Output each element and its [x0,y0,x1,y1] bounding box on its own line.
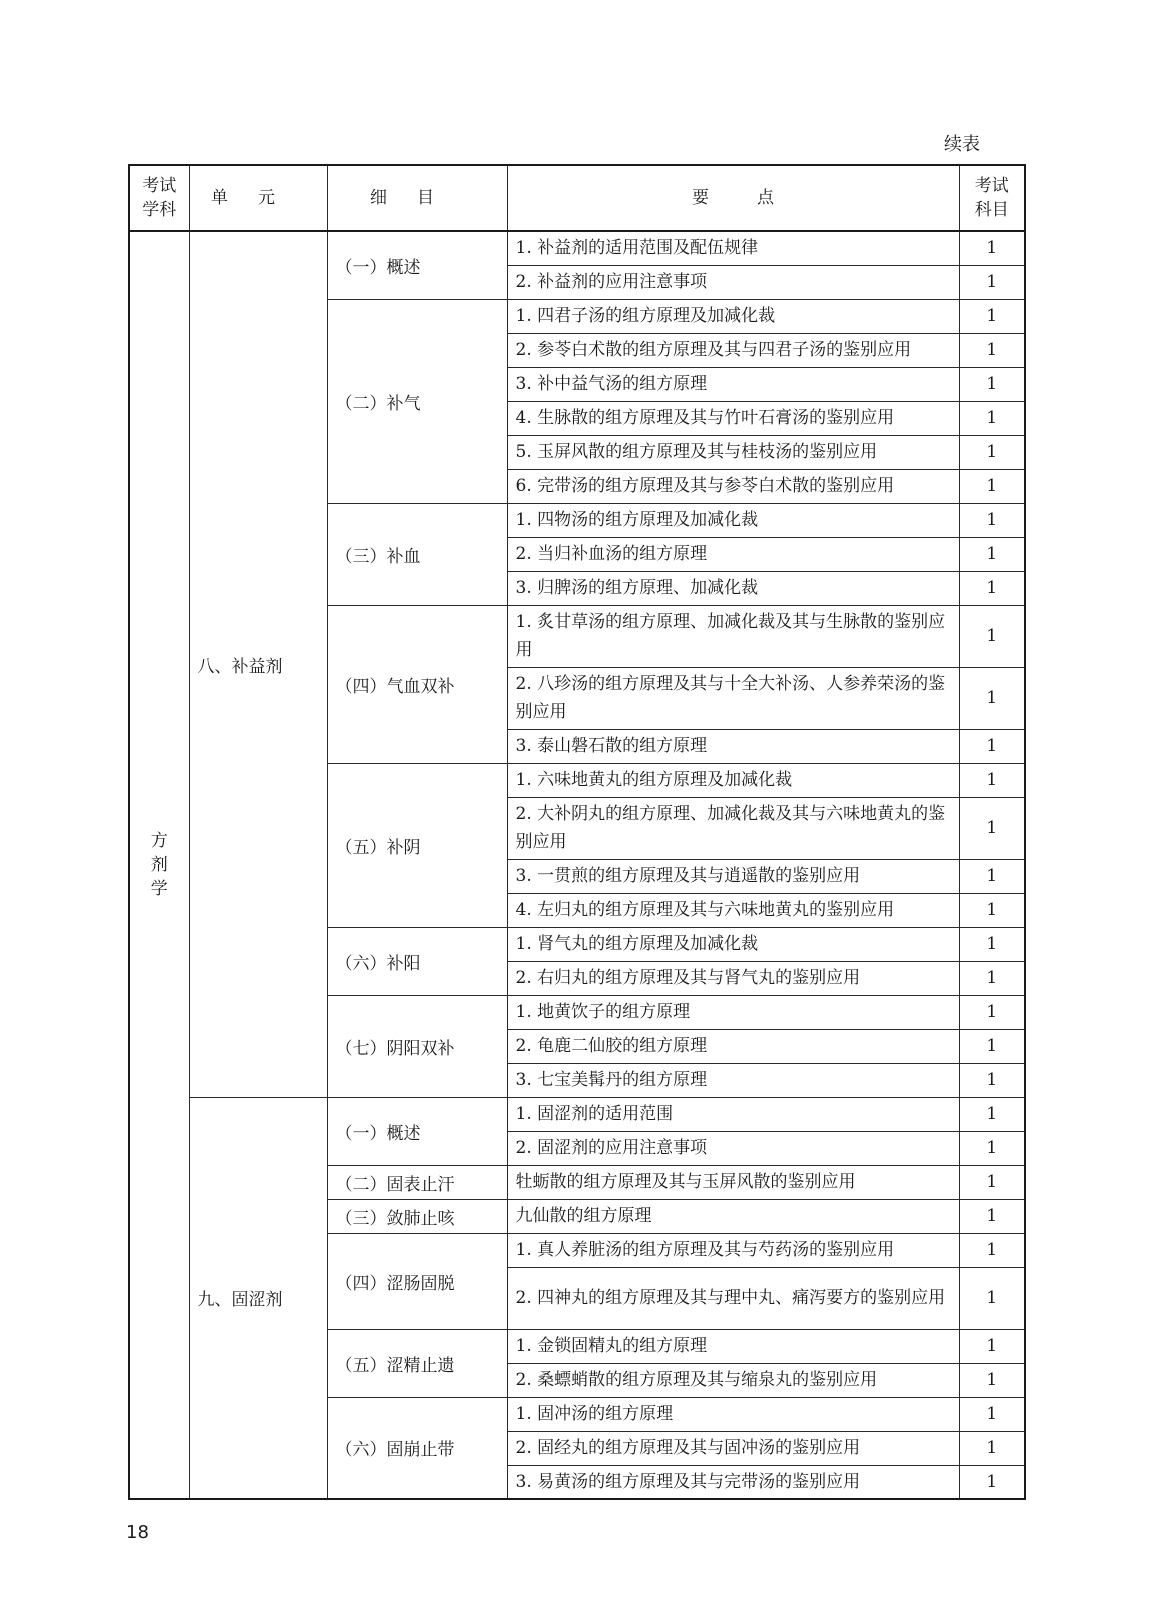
continued-label: 续表 [944,134,980,155]
point-cell: 2. 四神丸的组方原理及其与理中丸、痛泻要方的鉴别应用 [507,1267,959,1329]
exam-subject-cell: 1 [959,1165,1025,1199]
header-unit: 单元 [189,165,327,231]
exam-subject-cell: 1 [959,1329,1025,1363]
point-cell: 2. 八珍汤的组方原理及其与十全大补汤、人参养荣汤的鉴别应用 [507,667,959,729]
point-cell: 1. 地黄饮子的组方原理 [507,995,959,1029]
point-cell: 九仙散的组方原理 [507,1199,959,1233]
exam-subject-cell: 1 [959,1363,1025,1397]
point-cell: 2. 右归丸的组方原理及其与肾气丸的鉴别应用 [507,961,959,995]
point-cell: 4. 左归丸的组方原理及其与六味地黄丸的鉴别应用 [507,893,959,927]
point-cell: 3. 七宝美髯丹的组方原理 [507,1063,959,1097]
detail-cell: （一）概述 [327,1097,507,1165]
exam-subject-cell: 1 [959,537,1025,571]
point-cell: 牡蛎散的组方原理及其与玉屏风散的鉴别应用 [507,1165,959,1199]
point-cell: 1. 四物汤的组方原理及加减化裁 [507,503,959,537]
point-cell: 6. 完带汤的组方原理及其与参苓白术散的鉴别应用 [507,469,959,503]
table-row [129,231,1025,265]
exam-subject-cell: 1 [959,797,1025,859]
point-cell: 5. 玉屏风散的组方原理及其与桂枝汤的鉴别应用 [507,435,959,469]
point-cell: 3. 补中益气汤的组方原理 [507,367,959,401]
exam-subject-cell: 1 [959,231,1025,265]
point-cell: 1. 固冲汤的组方原理 [507,1397,959,1431]
exam-subject-cell: 1 [959,667,1025,729]
detail-cell: （六）补阳 [327,927,507,995]
detail-cell: （四）气血双补 [327,605,507,763]
point-cell: 2. 固经丸的组方原理及其与固冲汤的鉴别应用 [507,1431,959,1465]
point-cell: 3. 泰山磐石散的组方原理 [507,729,959,763]
exam-subject-cell: 1 [959,1131,1025,1165]
unit-cell: 九、固涩剂 [189,1097,327,1499]
exam-subject-cell: 1 [959,299,1025,333]
exam-subject-cell: 1 [959,333,1025,367]
point-cell: 1. 补益剂的适用范围及配伍规律 [507,231,959,265]
detail-cell: （五）涩精止遗 [327,1329,507,1397]
exam-subject-cell: 1 [959,927,1025,961]
syllabus-table [128,164,1026,1500]
point-cell: 2. 固涩剂的应用注意事项 [507,1131,959,1165]
exam-subject-cell: 1 [959,729,1025,763]
point-cell: 2. 龟鹿二仙胶的组方原理 [507,1029,959,1063]
exam-subject-cell: 1 [959,1431,1025,1465]
page-number: 18 [126,1522,149,1543]
point-cell: 1. 六味地黄丸的组方原理及加减化裁 [507,763,959,797]
exam-subject-cell: 1 [959,893,1025,927]
exam-subject-cell: 1 [959,1097,1025,1131]
exam-subject-cell: 1 [959,859,1025,893]
detail-cell: （五）补阴 [327,763,507,927]
unit-cell: 八、补益剂 [189,231,327,1097]
point-cell: 4. 生脉散的组方原理及其与竹叶石膏汤的鉴别应用 [507,401,959,435]
header-point: 要点 [507,165,959,231]
header-subject: 考试学科 [129,165,189,231]
point-cell: 3. 一贯煎的组方原理及其与逍遥散的鉴别应用 [507,859,959,893]
point-cell: 3. 归脾汤的组方原理、加减化裁 [507,571,959,605]
point-cell: 1. 固涩剂的适用范围 [507,1097,959,1131]
exam-subject-cell: 1 [959,1465,1025,1499]
exam-subject-cell: 1 [959,1029,1025,1063]
detail-cell: （三）敛肺止咳 [327,1199,507,1233]
point-cell: 1. 真人养脏汤的组方原理及其与芍药汤的鉴别应用 [507,1233,959,1267]
exam-subject-cell: 1 [959,763,1025,797]
exam-subject-cell: 1 [959,367,1025,401]
detail-cell: （七）阴阳双补 [327,995,507,1097]
exam-subject-cell: 1 [959,469,1025,503]
subject-cell: 方剂学 [129,231,189,1499]
point-cell: 1. 四君子汤的组方原理及加减化裁 [507,299,959,333]
exam-subject-cell: 1 [959,1233,1025,1267]
exam-subject-cell: 1 [959,1199,1025,1233]
exam-subject-cell: 1 [959,961,1025,995]
detail-cell: （一）概述 [327,231,507,299]
detail-cell: （二）补气 [327,299,507,503]
point-cell: 1. 炙甘草汤的组方原理、加减化裁及其与生脉散的鉴别应用 [507,605,959,667]
point-cell: 2. 补益剂的应用注意事项 [507,265,959,299]
point-cell: 2. 大补阴丸的组方原理、加减化裁及其与六味地黄丸的鉴别应用 [507,797,959,859]
exam-subject-cell: 1 [959,1397,1025,1431]
point-cell: 2. 参苓白术散的组方原理及其与四君子汤的鉴别应用 [507,333,959,367]
header-detail: 细目 [327,165,507,231]
exam-subject-cell: 1 [959,571,1025,605]
point-cell: 3. 易黄汤的组方原理及其与完带汤的鉴别应用 [507,1465,959,1499]
exam-subject-cell: 1 [959,605,1025,667]
exam-subject-cell: 1 [959,1267,1025,1329]
detail-cell: （二）固表止汗 [327,1165,507,1199]
exam-subject-cell: 1 [959,401,1025,435]
point-cell: 2. 桑螵蛸散的组方原理及其与缩泉丸的鉴别应用 [507,1363,959,1397]
exam-subject-cell: 1 [959,1063,1025,1097]
point-cell: 2. 当归补血汤的组方原理 [507,537,959,571]
point-cell: 1. 肾气丸的组方原理及加减化裁 [507,927,959,961]
exam-subject-cell: 1 [959,503,1025,537]
exam-subject-cell: 1 [959,995,1025,1029]
header-exam: 考试科目 [959,165,1025,231]
table-header-row [129,165,1025,231]
point-cell: 1. 金锁固精丸的组方原理 [507,1329,959,1363]
table-body [129,231,1025,1499]
table-row [129,1097,1025,1131]
exam-subject-cell: 1 [959,435,1025,469]
detail-cell: （六）固崩止带 [327,1397,507,1499]
detail-cell: （四）涩肠固脱 [327,1233,507,1329]
detail-cell: （三）补血 [327,503,507,605]
exam-subject-cell: 1 [959,265,1025,299]
